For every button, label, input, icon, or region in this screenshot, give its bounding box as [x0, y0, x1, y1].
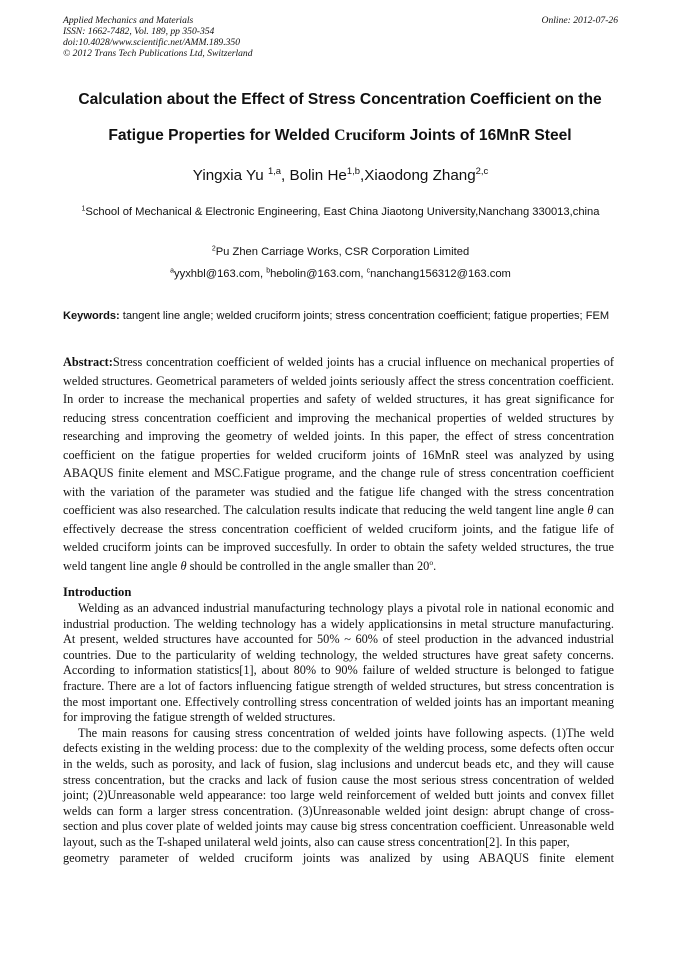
affiliation-1-text: School of Mechanical & Electronic Engineering, East China Jiaotong University,Nanchang 330013,china [85, 206, 600, 218]
author-separator: , [359, 167, 365, 184]
intro-paragraph-2: The main reasons for causing stress concentration of welded joints have following aspects. (1)The weld defects existing in the welding process: due to the complexity of the welding process, some defects often occur in the welds, such as porosity, and lack of fusion, slag inclusions and undercut beads etc, and they will cause stress concentration, but the cracks and lack of fusion cause the most serious stress concentration of welded joint; (2)Unreasonable weld appearance: too large weld reinforcement of welded butt joints and convex fillet welds can form a larger stress concentration. (3)Unreasonable welded joint design: abrupt change of cross-section and plus cover plate of welded joints may cause big stress concentration coefficient. Unreasonable weld layout, such as the T-shaped unilateral weld joints, also can cause stress concentration[2]. In this paper, [63, 725, 614, 849]
author-3-affil: 2,c [475, 164, 489, 176]
doi-line: doi:10.4028/www.scientific.net/AMM.189.350 [63, 37, 241, 48]
degree-symbol: o [429, 557, 434, 567]
abstract-end: . [433, 559, 437, 574]
author-2-affil: 1,b [346, 164, 360, 176]
abstract-label: Abstract: [63, 355, 113, 369]
paper-title-line-2 [50, 127, 630, 145]
abstract [63, 353, 614, 576]
intro-paragraph-3: geometry parameter of welded cruciform joints was analized by using ABAQUS finite element [63, 850, 614, 865]
copyright-line: © 2012 Trans Tech Publications Ltd, Switzerland [63, 48, 253, 59]
email-b: hebolin@163.com, [270, 268, 367, 280]
email-c: nanchang156312@163.com [370, 268, 511, 280]
email-a: yyxhbl@163.com, [174, 268, 267, 280]
paper-title-line-1: Calculation about the Effect of Stress Concentration Coefficient on the [78, 91, 602, 108]
email-a-marker: a [170, 267, 174, 275]
theta-symbol: θ [180, 559, 187, 574]
keywords-label: Keywords: [63, 310, 120, 322]
abstract-text: can effectively decrease the stress concentration coefficient of welded cruciform joints, and the fatigue life of welded cruciform joints can be improved succesfully. In order to obtain the safety welded structures, the true weld tangent line angle [63, 503, 614, 574]
email-b-marker: b [266, 267, 271, 275]
affiliation-2-marker: 2 [211, 245, 216, 253]
author-2: Bolin He [289, 167, 347, 184]
online-date: Online: 2012-07-26 [541, 15, 618, 26]
keywords-text: tangent line angle; welded cruciform joints; stress concentration coefficient; fatigue properties; FEM [119, 310, 610, 322]
journal-header [63, 15, 618, 59]
affiliation-2 [63, 243, 618, 261]
title-part-b: Cruciform [334, 127, 406, 144]
author-separator: , [281, 167, 290, 184]
affiliation-1 [63, 203, 618, 221]
email-c-marker: c [366, 267, 371, 275]
title-part-c: Joints of 16MnR Steel [409, 127, 572, 144]
author-1: Yingxia Yu [192, 167, 264, 184]
journal-name: Applied Mechanics and Materials [63, 15, 194, 26]
abstract-text: should be controlled in the angle smaller than 20 [186, 559, 430, 574]
section-heading-introduction: Introduction [63, 585, 132, 599]
author-1-affil: 1,a [267, 164, 282, 176]
author-emails [63, 268, 618, 280]
author-3: Xiaodong Zhang [364, 167, 476, 184]
author-list [63, 164, 618, 184]
keywords [63, 308, 614, 325]
affiliation-2-text: Pu Zhen Carriage Works, CSR Corporation Limited [215, 246, 470, 258]
introduction-body [63, 601, 614, 866]
issn-line: ISSN: 1662-7482, Vol. 189, pp 350-354 [63, 26, 215, 37]
affiliation-1-marker: 1 [81, 205, 86, 213]
abstract-text: Stress concentration coefficient of welded joints has a crucial influence on mechanical properties of welded structures. Geometrical parameters of welded joints seriously affect the stress concentration coefficient. In order to increase the mechanical properties and safety of welded structures, it has great significance for reducing stress concentration coefficient and improving the mechanical properties of welded structures by researching and improving the geometry of welded joints. In this paper, the effect of stress concentration coefficient on the fatigue properties for welded cruciform joints of 16MnR steel was analyzed by using ABAQUS finite element and MSC.Fatigue programe, and the change rule of stress concentration coefficient with the variation of the parameter was studied and the fatigue life changed with the stress concentration coefficient was also researched. The calculation results indicate that reducing the weld tangent line angle [63, 355, 614, 518]
title-part-a: Fatigue Properties for Welded [108, 127, 330, 144]
theta-symbol: θ [587, 503, 594, 518]
intro-paragraph-1: Welding as an advanced industrial manufacturing technology plays a pivotal role in national economic and industrial production. The welding technology has a widely applicationsins in metal structure manufacturing. At present, welded structures have accounted for 50% ~ 60% of steel production in the advanced industrial countries. Due to the particularity of welding technology, the welded structures have great safety concerns. According to information statistics[1], about 80% to 90% failure of welded structure is belonged to fatigue fracture. There are a lot of factors influencing fatigue strength of welded structures, but stress concentration is the most important one. Effectively controlling stress concentration of welded joints has an important meaning for improving the fatigue strength of welded structures. [63, 601, 614, 725]
